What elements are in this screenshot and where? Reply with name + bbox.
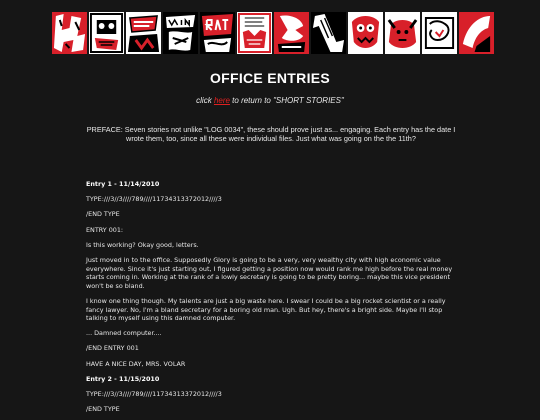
- entry-type-line: TYPE:///3//3////789////11734313372012////3: [86, 195, 222, 204]
- banner-tile-rat[interactable]: [200, 12, 235, 54]
- banner-tile-gaming[interactable]: [274, 12, 309, 54]
- banner-tile-doodle[interactable]: [422, 12, 457, 54]
- entry-end-type: /END TYPE: [86, 405, 120, 414]
- banner: [52, 12, 494, 54]
- return-link[interactable]: here: [213, 96, 230, 105]
- entry-end: /END ENTRY 001: [86, 344, 139, 353]
- entry-paragraph: Just moved in to the office. Supposedly Glory is going to be a very, very wealthy city with high economic value everywhere. Since it's just starting out, I figured getting a position now would rank me high before the real money starts coming in. Working at the rank of a lowly secretary is going to be pretty boring... maybe this vice president won't be so bland.: [86, 255, 453, 290]
- entry-number: ENTRY 001:: [86, 225, 124, 234]
- banner-tile-stripes[interactable]: [311, 12, 346, 54]
- banner-tile-kings[interactable]: [237, 12, 272, 54]
- banner-tile-hpr-oxy[interactable]: [52, 12, 87, 54]
- banner-tile-creature[interactable]: [348, 12, 383, 54]
- entry-paragraph: Is this working? Okay good, letters.: [86, 240, 199, 249]
- entry-paragraph: I know one thing though. My talents are just a big waste here. I swear I could be a big rocket scientist or a really fancy lawyer. No, I'm a bland secretary for a boring old man. Ugh. But hey, there's a bright side. Maybe I'll stop talking to myself using this damned computer.: [86, 296, 446, 323]
- page-title: OFFICE ENTRIES: [209, 70, 331, 86]
- banner-tile-mine[interactable]: [163, 12, 198, 54]
- banner-tile-face[interactable]: [89, 12, 124, 54]
- entries-content: [86, 180, 458, 420]
- entry-signoff: HAVE A NICE DAY, MRS. VOLAR: [86, 359, 186, 368]
- entry-type-line: TYPE:///3//3////789////11734313372012////3: [86, 390, 222, 399]
- entry-heading: Entry 1 - 11/14/2010: [86, 180, 160, 188]
- banner-tile-comic[interactable]: [126, 12, 161, 54]
- banner-tile-dog[interactable]: [385, 12, 420, 54]
- entry-end-type: /END TYPE: [86, 210, 120, 219]
- return-suffix: to return to "SHORT STORIES": [229, 96, 344, 105]
- entry-heading: Entry 2 - 11/15/2010: [86, 374, 160, 383]
- return-line: [0, 96, 540, 105]
- return-prefix: click: [196, 96, 214, 105]
- entry-paragraph: ... Damned computer....: [86, 329, 162, 338]
- preface-text: PREFACE: Seven stories not unlike "LOG 0034", these should prove just as... engaging. Each entry has the date I wrote them, too, since all these were individual files. Just what was going on the the 11th?: [86, 125, 456, 143]
- banner-tile-red-shape[interactable]: [459, 12, 494, 54]
